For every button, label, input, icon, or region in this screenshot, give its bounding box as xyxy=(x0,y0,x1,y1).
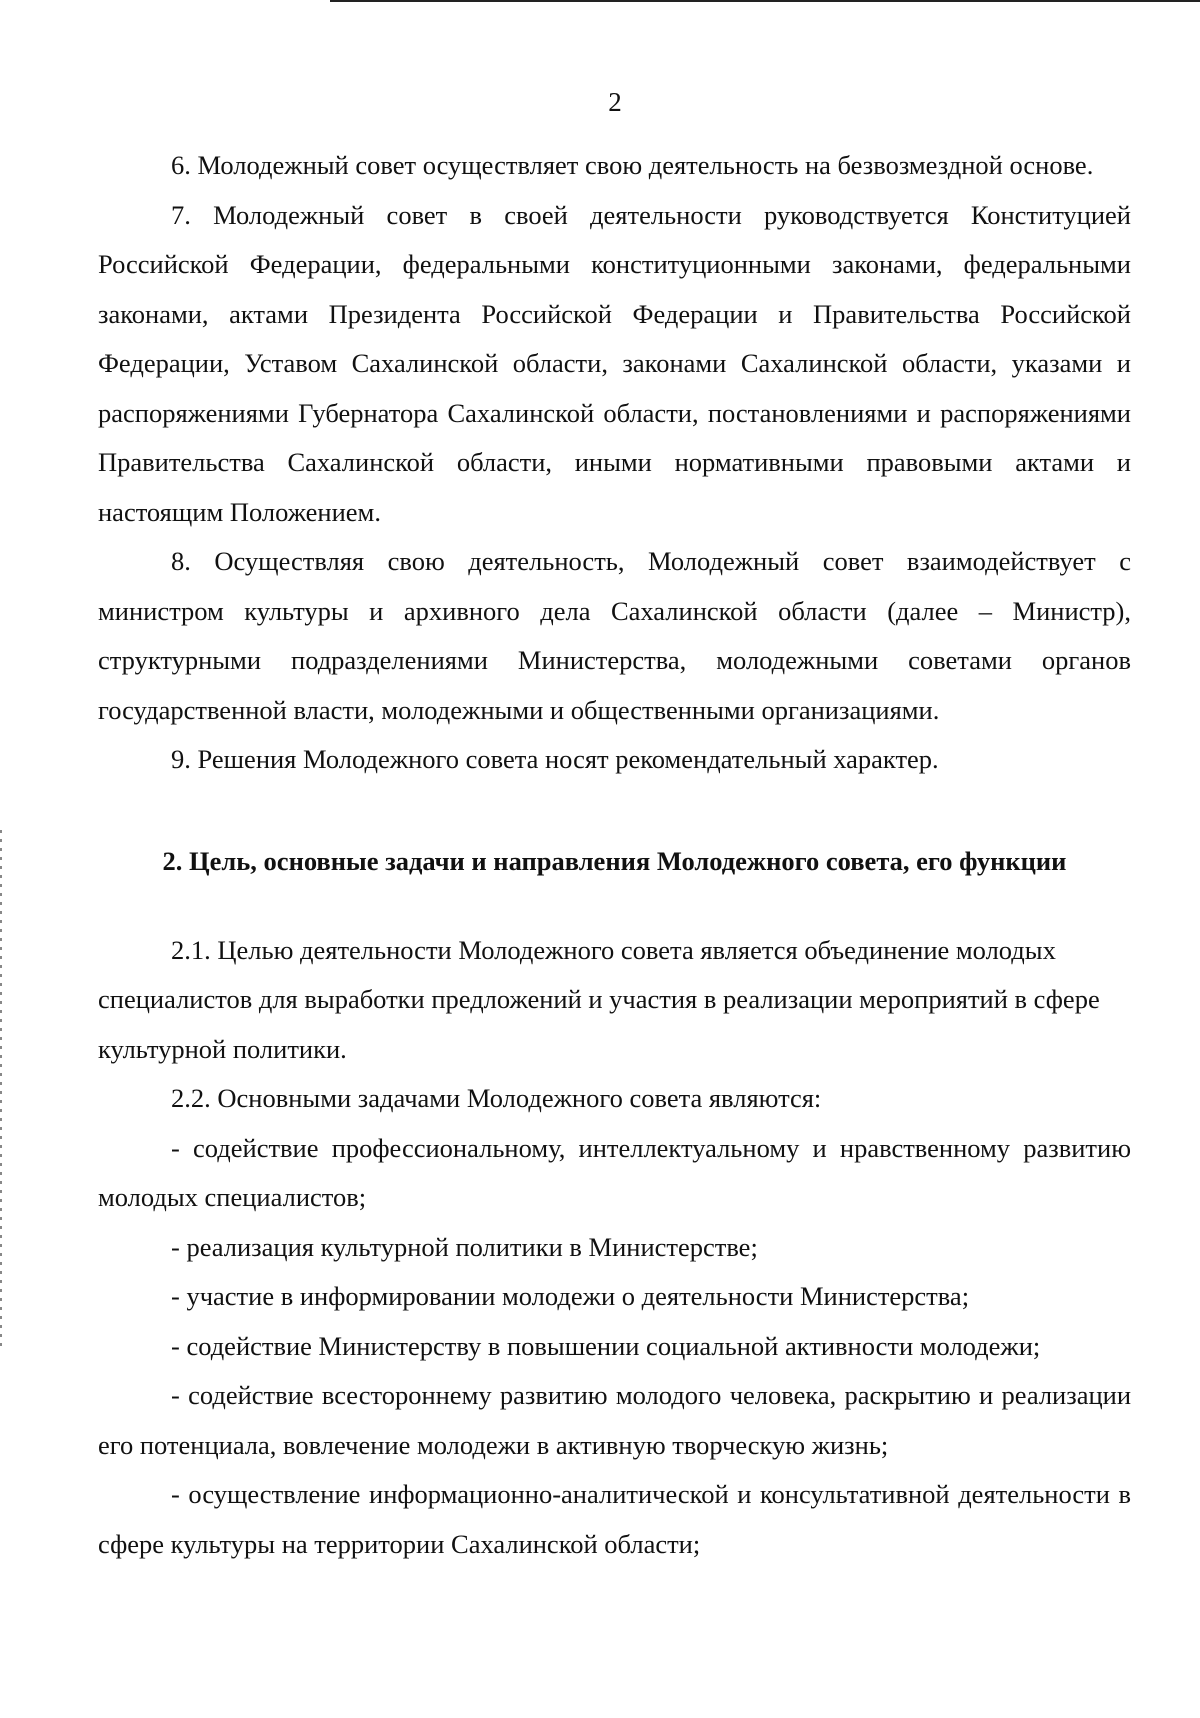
paragraph-6: 6. Молодежный совет осуществляет свою деятельность на безвозмездной основе. xyxy=(171,150,1094,180)
list-item-task: - реализация культурной политики в Министерстве; xyxy=(171,1231,758,1262)
document-body xyxy=(98,141,1131,1569)
spacer xyxy=(98,881,1131,926)
paragraph-2-1: 2.1. Целью деятельности Молодежного совета является объединение молодых специалистов для выработки предложений и участия в реализации мероприятий в сфере культурной политики. xyxy=(98,934,1100,1064)
scan-edge-marks xyxy=(0,830,2,1350)
list-item-task: - содействие профессиональному, интеллектуальному и нравственному развитию молодых специалистов; xyxy=(98,1132,1131,1212)
list-item-task: - содействие всестороннему развитию молодого человека, раскрытию и реализации его потенциала, вовлечение молодежи в активную творческую жизнь; xyxy=(98,1380,1131,1460)
top-border-line xyxy=(330,0,1200,2)
paragraph-7: 7. Молодежный совет в своей деятельности руководствуется Конституцией Российской Федерации, федеральными конституционными законами, федеральными законами, актами Президента Российской Федерации и Правительства Российской Федерации, Уставом Сахалинской области, законами Сахалинской области, указами и распоряжениями Губернатора Сахалинской области, постановлениями и распоряжениями Правительства Сахалинской области, иными нормативными правовыми актами и настоящим Положением. xyxy=(98,199,1131,527)
spacer xyxy=(98,785,1131,841)
page-number: 2 xyxy=(608,87,622,117)
list-item-task: - содействие Министерству в повышении социальной активности молодежи; xyxy=(171,1330,1041,1361)
paragraph-8: 8. Осуществляя свою деятельность, Молодежный совет взаимодействует с министром культуры и архивного дела Сахалинской области (далее – Министр), структурными подразделениями Министерства, молодежными советами органов государственной власти, молодежными и общественными организациями. xyxy=(98,546,1131,725)
section-heading: 2. Цель, основные задачи и направления Молодежного совета, его функции xyxy=(162,845,1067,876)
paragraph-9: 9. Решения Молодежного совета носят рекомендательный характер. xyxy=(171,744,939,774)
list-item-task: - осуществление информационно-аналитической и консультативной деятельности в сфере культуры на территории Сахалинской области; xyxy=(98,1479,1131,1559)
list-item-task: - участие в информировании молодежи о деятельности Министерства; xyxy=(171,1281,970,1311)
paragraph-2-2: 2.2. Основными задачами Молодежного совета являются: xyxy=(171,1083,822,1113)
